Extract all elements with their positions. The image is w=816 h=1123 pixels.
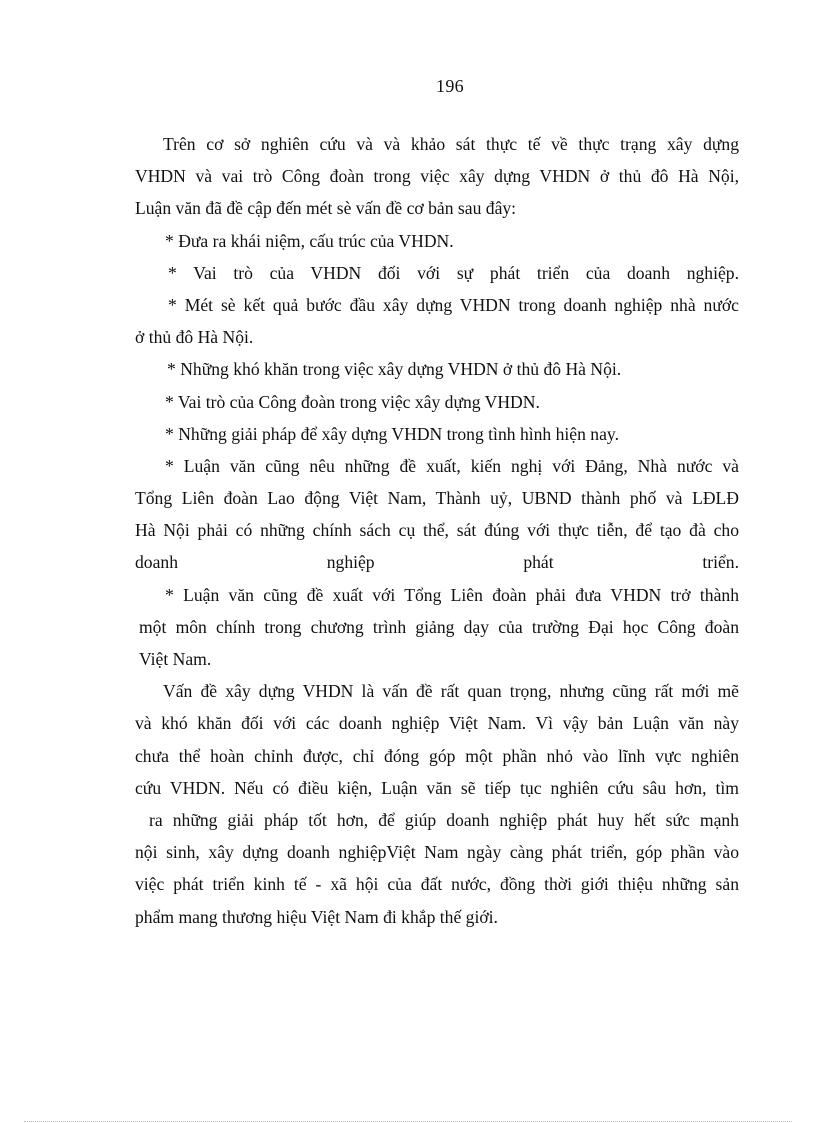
bullet-union-role: * Vai trò của Công đoàn trong việc xây dựng VHDN. bbox=[165, 391, 540, 412]
conclusion-line-2: và khó khăn đối với các doanh nghiệp Việt Nam. Vì vậy bản Luận văn này bbox=[135, 713, 739, 734]
text-line-14: doanh nghiệp phát triển. bbox=[135, 552, 739, 573]
text-line-3: Luận văn đã đề cập đến mét sè vấn đề cơ bản sau đây: bbox=[135, 198, 517, 219]
conclusion-line-8: phẩm mang thương hiệu Việt Nam đi khắp thế giới. bbox=[135, 906, 498, 927]
bullet-difficulties: * Những khó khăn trong việc xây dựng VHDN ở thủ đô Hà Nội. bbox=[167, 359, 622, 380]
bullet-solutions: * Những giải pháp để xây dựng VHDN trong tình hình hiện nay. bbox=[165, 423, 619, 444]
bullet-role: * Vai trò của VHDN đối với sự phát triển của doanh nghiệp. bbox=[168, 262, 739, 283]
conclusion-line-7: việc phát triển kinh tế - xã hội của đất nước, đồng thời giới thiệu những sản bbox=[135, 874, 739, 895]
bullet-proposals: * Luận văn cũng nêu những đề xuất, kiến nghị với Đảng, Nhà nước và bbox=[165, 455, 739, 476]
conclusion-line-6: nội sinh, xây dựng doanh nghiệpViệt Nam ngày càng phát triển, góp phần vào bbox=[135, 842, 739, 863]
text-line-1: Trên cơ sở nghiên cứu và và khảo sát thực tế về thực trạng xây dựng bbox=[163, 134, 739, 154]
bullet-results: * Mét sè kết quả bước đầu xây dựng VHDN trong doanh nghiệp nhà nước bbox=[168, 294, 739, 315]
bullet-curriculum: * Luận văn cũng đề xuất với Tổng Liên đoàn phải đưa VHDN trở thành bbox=[165, 584, 739, 605]
conclusion-line-1: Vấn đề xây dựng VHDN là vấn đề rất quan trọng, nhưng cũng rất mới mẽ bbox=[163, 681, 739, 702]
page-number: 196 bbox=[436, 76, 464, 96]
bullet-concept: * Đưa ra khái niệm, cấu trúc của VHDN. bbox=[165, 230, 454, 251]
conclusion-line-5: ra những giải pháp tốt hơn, để giúp doanh nghiệp phát huy hết sức mạnh bbox=[149, 809, 739, 830]
body-text bbox=[135, 128, 739, 933]
text-line-13: Hà Nội phải có những chính sách cụ thể, sát đúng với thực tiễn, để tạo đà cho bbox=[135, 520, 739, 541]
page-bottom-divider bbox=[24, 1121, 792, 1122]
text-line-7: ở thủ đô Hà Nội. bbox=[135, 327, 254, 348]
text-line-12: Tổng Liên đoàn Lao động Việt Nam, Thành uỷ, UBND thành phố và LĐLĐ bbox=[135, 488, 739, 509]
conclusion-line-3: chưa thể hoàn chỉnh được, chỉ đóng góp một phần nhỏ vào lĩnh vực nghiên bbox=[135, 745, 739, 766]
text-line-2: VHDN và vai trò Công đoàn trong việc xây dựng VHDN ở thủ đô Hà Nội, bbox=[135, 166, 739, 187]
conclusion-line-4: cứu VHDN. Nếu có điều kiện, Luận văn sẽ tiếp tục nghiên cứu sâu hơn, tìm bbox=[135, 777, 739, 798]
text-line-17: Việt Nam. bbox=[139, 649, 212, 669]
text-line-16: một môn chính trong chương trình giảng dạy của trường Đại học Công đoàn bbox=[139, 616, 739, 637]
